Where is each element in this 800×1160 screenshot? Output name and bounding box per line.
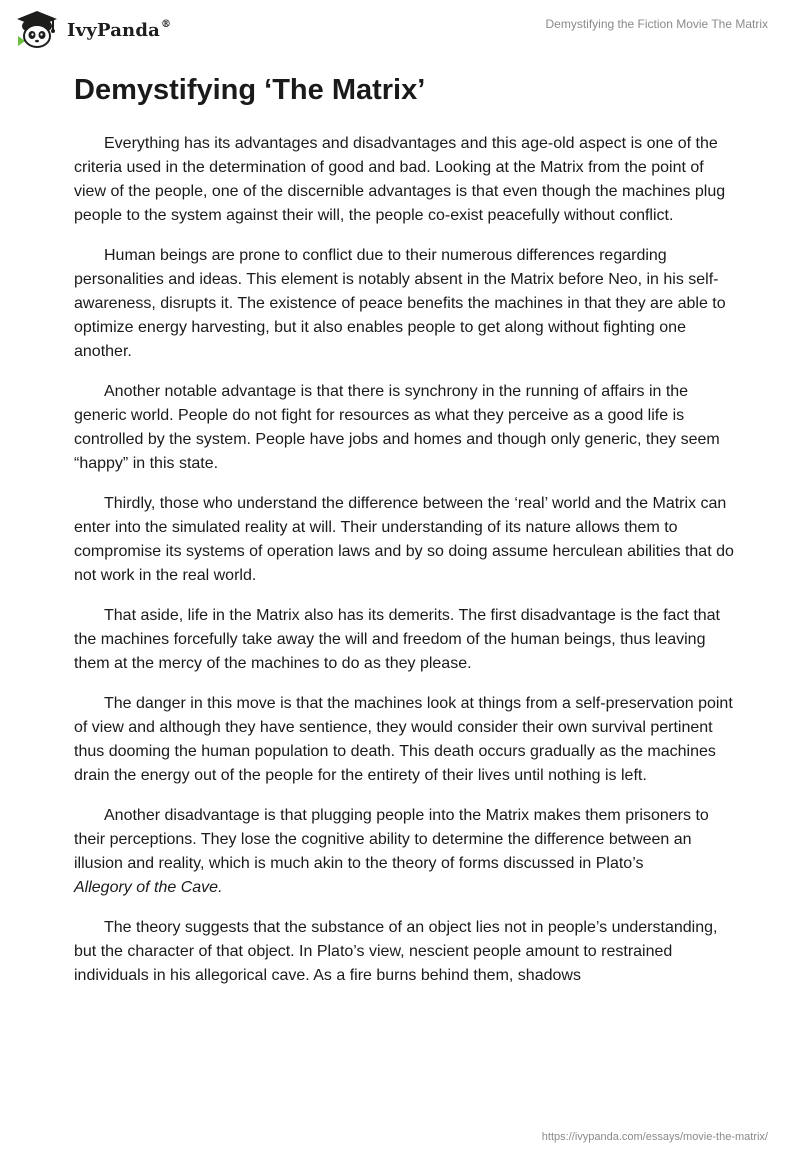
paragraph: The theory suggests that the substance of an object lies not in people’s understanding, but the character of that object. In Plato’s view, nescient people amount to restrained individuals in his allegorical cave. As a fire burns behind them, shadows — [74, 919, 718, 984]
paragraph: Another notable advantage is that there is synchrony in the running of affairs in the generic world. People do not fight for resources as what they perceive as a good life is controlled by the system. People have jobs and homes and though only generic, they seem “happy” in this state. — [74, 383, 720, 472]
paragraph: Thirdly, those who understand the difference between the ‘real’ world and the Matrix can enter into the simulated reality at will. Their understanding of its nature allows them to compromise its systems of operation laws and by so doing assume herculean abilities that do not work in the real world. — [74, 495, 734, 584]
paragraph: That aside, life in the Matrix also has its demerits. The first disadvantage is the fact that the machines forcefully take away the will and freedom of the human beings, thus leaving them at the mercy of the machines to do as they please. — [74, 607, 720, 672]
page-header — [0, 0, 800, 60]
paragraph: The danger in this move is that the machines look at things from a self-preservation point of view and although they have sentience, they would consider their own survival pertinent thus dooming the human population to death. This death occurs gradually as the machines drain the energy out of the people for the entirety of their lives until nothing is left. — [74, 695, 733, 784]
header-document-title: Demystifying the Fiction Movie The Matrix — [545, 17, 768, 31]
paragraph: Everything has its advantages and disadvantages and this age-old aspect is one of the criteria used in the determination of good and bad. Looking at the Matrix from the point of view of the people, one of the discernible advantages is that even though the machines plug people to the system against their will, the people co-exist peacefully without conflict. — [74, 135, 726, 224]
panda-graduate-icon — [13, 10, 61, 50]
essay-title: Demystifying ‘The Matrix’ — [74, 74, 426, 106]
essay-body — [74, 132, 734, 1004]
ivypanda-logo-link[interactable] — [13, 10, 171, 50]
paragraph — [74, 804, 734, 900]
brand-name: IvyPanda® — [67, 19, 172, 41]
paragraph: Human beings are prone to conflict due to their numerous differences regarding personalities and ideas. This element is notably absent in the Matrix before Neo, in his self-awareness, disrupts it. The existence of peace benefits the machines in that they are able to optimize energy harvesting, but it also enables people to get along without fighting one another. — [74, 247, 726, 360]
paragraph-text: Another disadvantage is that plugging people into the Matrix makes them prisoners to their perceptions. They lose the cognitive ability to determine the difference between an illusion and reality, which is much akin to the theory of forms discussed in Plato’s — [74, 807, 709, 872]
book-title-italic: Allegory of the Cave. — [74, 879, 223, 896]
source-url-link[interactable]: https://ivypanda.com/essays/movie-the-matrix/ — [541, 1131, 768, 1143]
registered-mark: ® — [161, 19, 172, 30]
